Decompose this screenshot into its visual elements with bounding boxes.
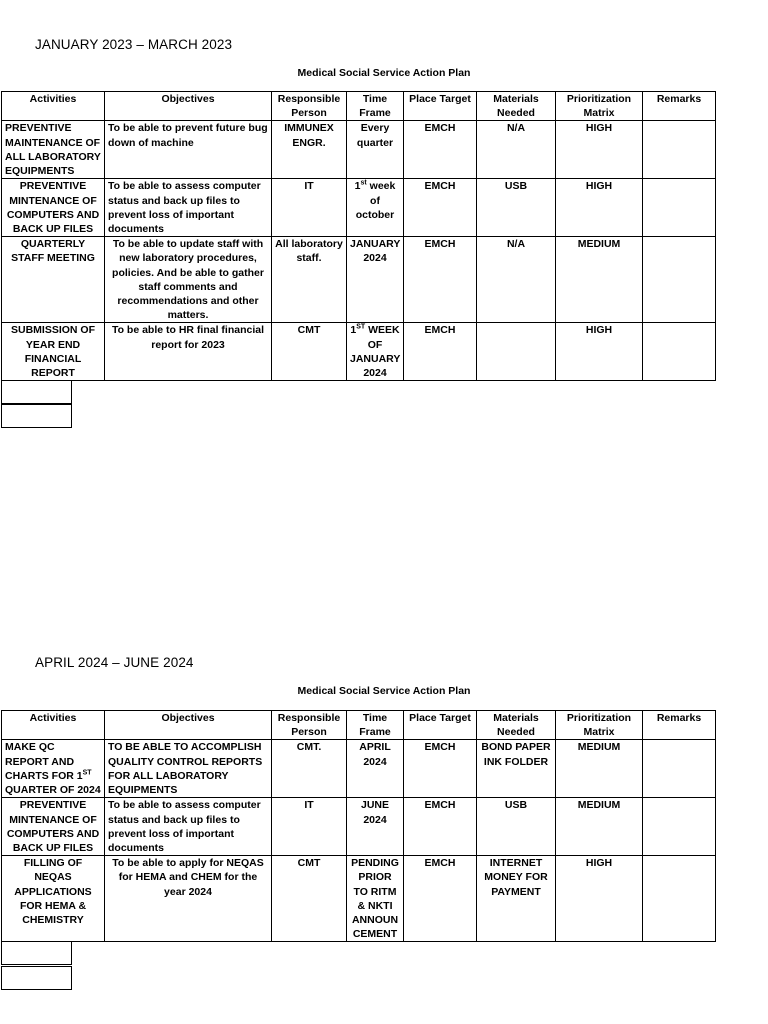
header-responsible-person: Responsible Person (272, 711, 347, 740)
ordinal-suffix: ST (356, 323, 366, 331)
materials-cell: N/A (477, 121, 556, 179)
activity-cell: PREVENTIVE MAINTENANCE OF ALL LABORATORY EQUIPMENTS (2, 121, 105, 179)
remarks-cell (643, 237, 716, 323)
remarks-cell (643, 179, 716, 237)
time-frame-cell (347, 179, 404, 237)
header-time-frame: Time Frame (347, 711, 404, 740)
remarks-cell (643, 740, 716, 798)
table-row (2, 237, 716, 323)
materials-cell (477, 323, 556, 381)
responsible-cell: IT (272, 798, 347, 856)
remarks-cell (643, 798, 716, 856)
remarks-cell (643, 856, 716, 942)
activity-cell: SUBMISSION OF YEAR END FINANCIAL REPORT (2, 323, 105, 381)
priority-cell: MEDIUM (556, 798, 643, 856)
objective-cell: To be able to assess computer status and back up files to prevent loss of important documents (105, 798, 272, 856)
place-cell: EMCH (404, 798, 477, 856)
priority-cell: HIGH (556, 121, 643, 179)
header-remarks: Remarks (643, 711, 716, 740)
header-materials-needed: Materials Needed (477, 711, 556, 740)
place-cell: EMCH (404, 740, 477, 798)
header-responsible-person: Responsible Person (272, 92, 347, 121)
activity-text: MAKE QC REPORT AND CHARTS FOR 1 (5, 741, 83, 782)
header-materials-needed: Materials Needed (477, 92, 556, 121)
objective-cell: TO BE ABLE TO ACCOMPLISH QUALITY CONTROL REPORTS FOR ALL LABORATORY EQUIPMENTS (105, 740, 272, 798)
table-header-row (2, 711, 716, 740)
objective-cell: To be able to update staff with new laboratory procedures, policies. And be able to gather staff comments and recommendations and other matters. (105, 237, 272, 323)
place-cell: EMCH (404, 856, 477, 942)
ordinal-suffix: st (360, 179, 367, 187)
activity-text-rest: QUARTER OF 2024 (5, 784, 101, 797)
materials-cell: USB (477, 179, 556, 237)
activity-cell: QUARTERLY STAFF MEETING (2, 237, 105, 323)
activity-cell: FILLING OF NEQAS APPLICATIONS FOR HEMA & CHEMISTRY (2, 856, 105, 942)
responsible-cell: CMT (272, 323, 347, 381)
remarks-cell (643, 121, 716, 179)
time-frame-number: 1 (350, 324, 357, 337)
table-row (2, 856, 716, 942)
table-row (2, 179, 716, 237)
header-place-target: Place Target (404, 711, 477, 740)
header-objectives: Objectives (105, 92, 272, 121)
place-cell: EMCH (404, 323, 477, 381)
materials-cell: USB (477, 798, 556, 856)
time-frame-cell: APRIL 2024 (347, 740, 404, 798)
time-frame-rest: week of october (355, 180, 396, 221)
responsible-cell: All laboratory staff. (272, 237, 347, 323)
time-frame-cell: Every quarter (347, 121, 404, 179)
time-frame-cell: PENDING PRIOR TO RITM & NKTI ANNOUN CEMENT (347, 856, 404, 942)
empty-stub-cell (1, 380, 72, 404)
objective-cell: To be able to prevent future bug down of machine (105, 121, 272, 179)
activity-cell: PREVENTIVE MINTENANCE OF COMPUTERS AND BACK UP FILES (2, 179, 105, 237)
header-time-frame: Time Frame (347, 92, 404, 121)
table-row (2, 798, 716, 856)
time-frame-cell: JUNE 2024 (347, 798, 404, 856)
time-frame-cell (347, 323, 404, 381)
place-cell: EMCH (404, 121, 477, 179)
action-plan-table (1, 710, 716, 942)
table-row (2, 121, 716, 179)
activity-cell: PREVENTIVE MINTENANCE OF COMPUTERS AND BACK UP FILES (2, 798, 105, 856)
activity-cell (2, 740, 105, 798)
responsible-cell: IT (272, 179, 347, 237)
table-row (2, 740, 716, 798)
responsible-cell: CMT. (272, 740, 347, 798)
header-activities: Activities (2, 92, 105, 121)
materials-cell: BOND PAPER INK FOLDER (477, 740, 556, 798)
objective-cell: To be able to assess computer status and back up files to prevent loss of important documents (105, 179, 272, 237)
empty-stub-cell (1, 404, 72, 428)
plan-title: Medical Social Service Action Plan (297, 685, 471, 697)
responsible-cell: IMMUNEX ENGR. (272, 121, 347, 179)
empty-stub-cell (1, 941, 72, 965)
action-plan-table (1, 91, 716, 381)
priority-cell: MEDIUM (556, 237, 643, 323)
period-heading: APRIL 2024 – JUNE 2024 (35, 655, 194, 670)
time-frame-rest: WEEK OF JANUARY 2024 (350, 324, 401, 380)
header-activities: Activities (2, 711, 105, 740)
header-objectives: Objectives (105, 711, 272, 740)
materials-cell: N/A (477, 237, 556, 323)
priority-cell: HIGH (556, 856, 643, 942)
header-remarks: Remarks (643, 92, 716, 121)
table-header-row (2, 92, 716, 121)
table-row (2, 323, 716, 381)
priority-cell: HIGH (556, 323, 643, 381)
priority-cell: MEDIUM (556, 740, 643, 798)
objective-cell: To be able to HR final financial report for 2023 (105, 323, 272, 381)
remarks-cell (643, 323, 716, 381)
period-heading: JANUARY 2023 – MARCH 2023 (35, 37, 233, 52)
place-cell: EMCH (404, 237, 477, 323)
plan-title: Medical Social Service Action Plan (297, 67, 471, 79)
ordinal-suffix: ST (82, 769, 92, 777)
priority-cell: HIGH (556, 179, 643, 237)
objective-cell: To be able to apply for NEQAS for HEMA and CHEM for the year 2024 (105, 856, 272, 942)
place-cell: EMCH (404, 179, 477, 237)
header-prioritization-matrix: Prioritization Matrix (556, 711, 643, 740)
responsible-cell: CMT (272, 856, 347, 942)
header-prioritization-matrix: Prioritization Matrix (556, 92, 643, 121)
time-frame-cell: JANUARY 2024 (347, 237, 404, 323)
time-frame-number: 1 (354, 180, 361, 193)
empty-stub-cell (1, 966, 72, 990)
materials-cell: INTERNET MONEY FOR PAYMENT (477, 856, 556, 942)
header-place-target: Place Target (404, 92, 477, 121)
